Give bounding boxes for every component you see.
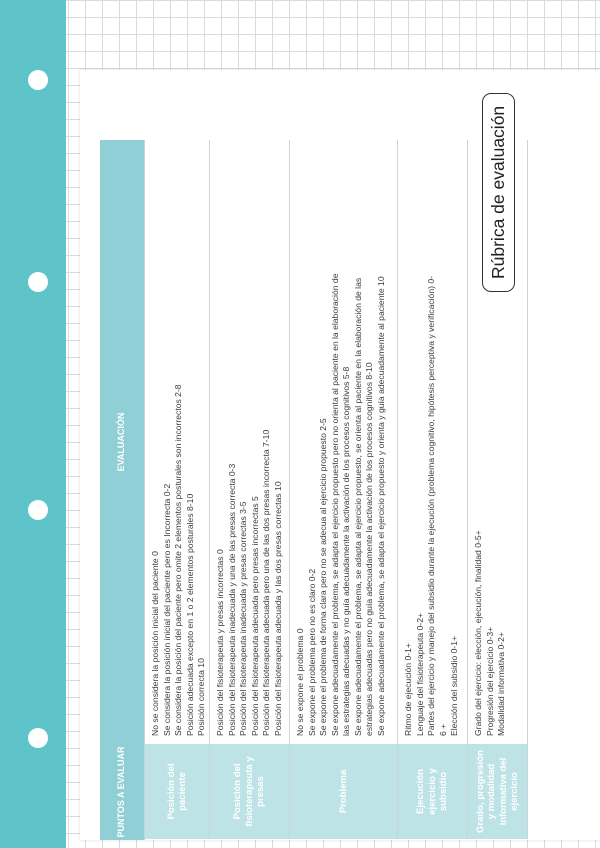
criterion-line: Progresión del ejercicio 0-3+ bbox=[484, 626, 495, 736]
row-label: Ejecución ejercicio y subsidio bbox=[398, 744, 468, 840]
criterion-line: Modalidad informativa 0-2+ bbox=[496, 632, 506, 736]
criterion-line: Se considera la posición inicial del paciente pero es Incorrecta 0-2 bbox=[161, 483, 172, 736]
criterion-line: Posición correcta 10 bbox=[196, 658, 206, 736]
criterion-line: Grado del ejercicio: elección, ejecución, finalidad 0-5+ bbox=[473, 530, 483, 736]
criterion-line: Se expone adecuadamente el problema, se adapta el ejercicio propuesto pero no orienta al paciente en la elaboración de bbox=[329, 273, 340, 736]
row-label: Posición del fisioterapeuta y presas bbox=[210, 744, 290, 840]
criterion-line: Posición del fisioterapeuta adecuada pero una de las dos presas incorrecta 7-10 bbox=[261, 429, 271, 736]
criterion-line: Elección del subsidio 0-1+ bbox=[449, 635, 459, 736]
row-label: Problema bbox=[290, 744, 398, 840]
criterion-line: Partes del ejercicio y manejo del subsidio durante la ejecución (problema cognitivo, hipótesis perceptiva y verificación) 0- bbox=[426, 275, 436, 736]
row-label: Posición del paciente bbox=[145, 744, 210, 840]
row-criteria bbox=[210, 140, 290, 744]
criterion-line: Posición adecuada excepto en 1 o 2 elementos posturales 8-10 bbox=[184, 493, 195, 736]
criterion-line: Lenguaje del fisioterapeuta 0-2+ bbox=[414, 612, 425, 736]
criterion-line: Posición del fisioterapeuta inadecuada y presas correctas 3-5 bbox=[238, 501, 248, 736]
criterion-line: estrategias adecuadas pero no guía adecuadamente la activación de los procesos cognitivos 8-10 bbox=[364, 362, 374, 736]
binder-strip bbox=[0, 0, 66, 848]
row-criteria bbox=[145, 140, 210, 744]
criterion-line: Ritmo de ejecución 0-1+ bbox=[403, 643, 413, 736]
binder-hole bbox=[28, 728, 48, 748]
binder-hole bbox=[28, 272, 48, 292]
rubric-title: Rúbrica de evaluación bbox=[482, 93, 515, 292]
header-puntos: PUNTOS A EVALUAR bbox=[100, 744, 145, 840]
header-evaluacion: EVALUACIÓN bbox=[100, 140, 145, 744]
criterion-line: Posición del fisioterapeuta adecuada y las dos presas correctas 10 bbox=[272, 481, 283, 736]
criterion-line: No se expone el problema 0 bbox=[295, 628, 305, 736]
criterion-line: Posición del fisioterapeuta inadecuada y una de las presas correcta 0-3 bbox=[226, 463, 237, 736]
binder-hole bbox=[28, 70, 48, 90]
criterion-line: Se expone adecuadamente el problema, se adapta al ejercicio propuesto, se orienta al paciente en la elaboración de las bbox=[352, 277, 363, 736]
criterion-line: Se expone adecuadamente el problema, se adapta el ejercicio propuesto y orienta y guía adecuadamente al paciente 10 bbox=[375, 276, 386, 736]
binder-hole bbox=[28, 500, 48, 520]
criterion-line: Posición del fisioterapeuta adecuada pero presas incorrectas 5 bbox=[249, 496, 260, 736]
criterion-line: 6 + bbox=[437, 723, 448, 736]
criterion-line: Se expone el problema de forma clara pero no se adecua al ejercicio propuesto 2-5 bbox=[318, 418, 328, 736]
row-criteria bbox=[398, 140, 468, 744]
row-label: Grado, progresión y modalidad informativa del ejercicio bbox=[468, 744, 528, 840]
criterion-line: Se expone el problema pero no es claro 0-2 bbox=[306, 568, 317, 736]
criterion-line: Se considera la posición del paciente pero omite 2 elementos posturales son incorrectos 2-8 bbox=[173, 384, 183, 736]
criterion-line: Posición del fisioterapeuta y presas incorrectas 0 bbox=[215, 549, 225, 736]
row-criteria bbox=[290, 140, 398, 744]
criterion-line: las estrategias adecuadas y no guía adecuadamente la activación de los procesos cognitivos 5-8 bbox=[341, 366, 351, 736]
rubric-table bbox=[100, 140, 528, 840]
criterion-line: No se considera la posición inicial del paciente 0 bbox=[150, 551, 160, 736]
rotated-page bbox=[80, 70, 600, 840]
rubric-sheet bbox=[80, 70, 600, 840]
